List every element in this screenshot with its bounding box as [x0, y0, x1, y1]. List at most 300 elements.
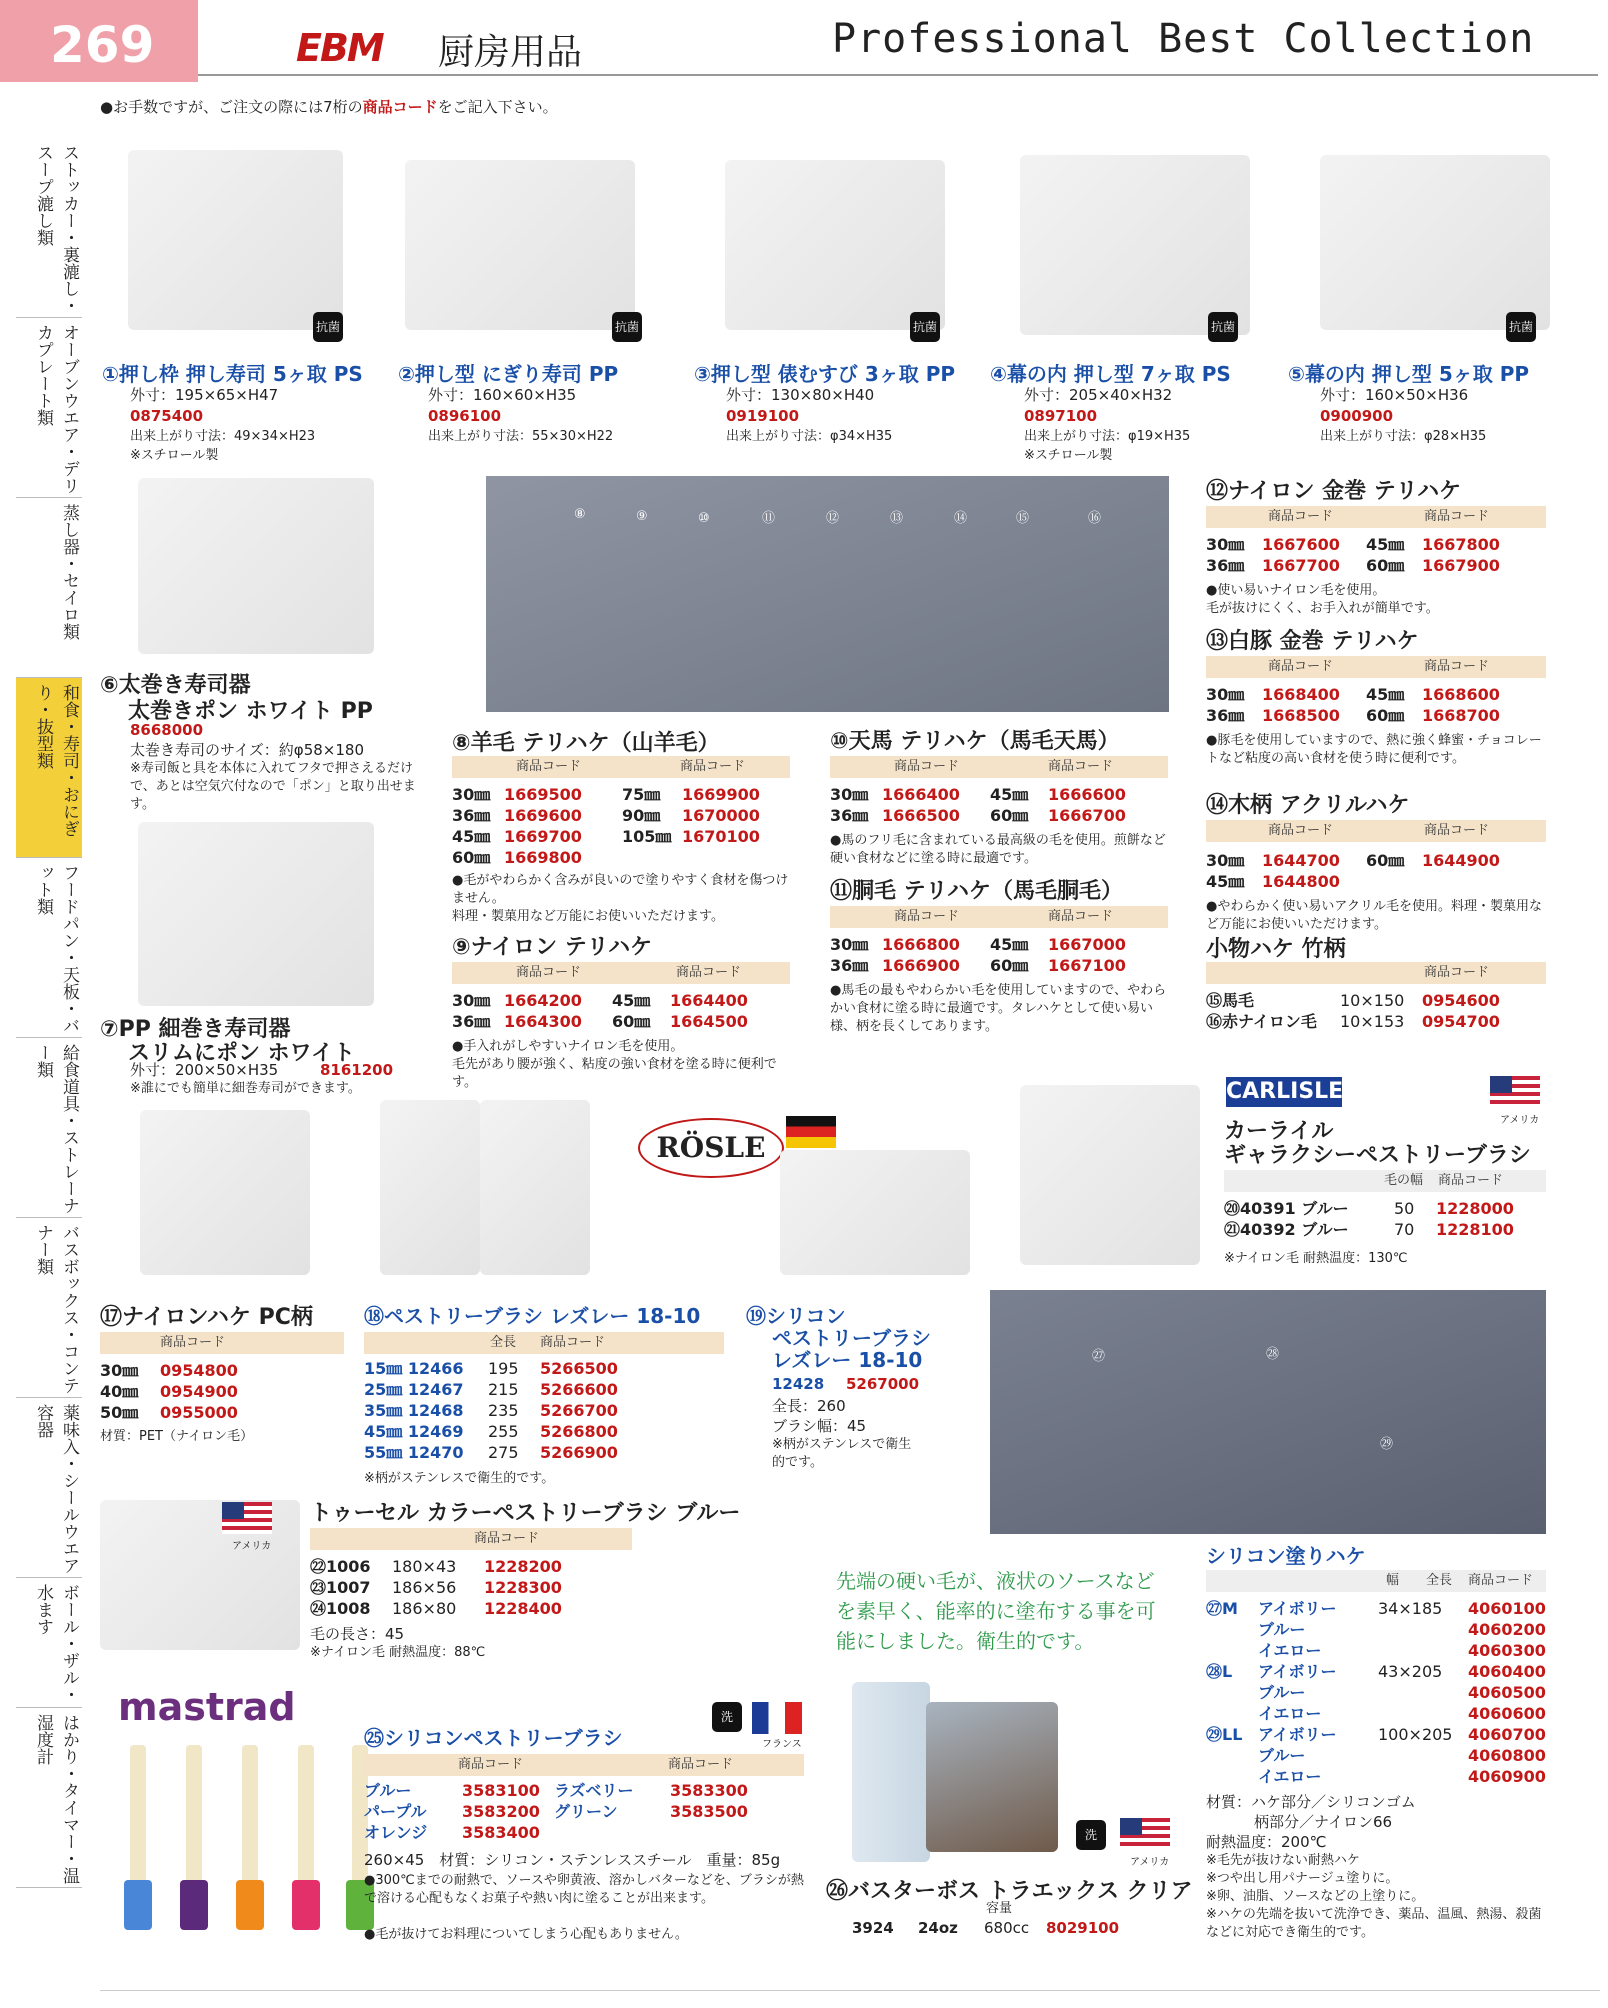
tab-container[interactable]: バスボックス・コンテナー類: [16, 1218, 82, 1398]
cell: 3583400: [462, 1823, 540, 1842]
cell: 4060800: [1468, 1746, 1546, 1765]
col-code: 商品コード: [1048, 759, 1114, 774]
material-head: 材質：ハケ部分／シリコンゴム: [1206, 1793, 1416, 1811]
product-note: ※寿司飯と具を本体に入れてフタで押さえるだけで、あとは空気穴付なので「ポン」と取り出せます。: [130, 761, 416, 812]
product-size: 外寸：200×50×H35: [130, 1061, 279, 1079]
brush-label: ⑨: [636, 509, 648, 524]
brush-label: ㉗: [1092, 1349, 1106, 1364]
cell: 1669500: [504, 785, 582, 804]
table-header: [452, 962, 790, 984]
product-size: 外寸：130×80×H40: [726, 386, 875, 404]
product-title: ①押し枠 押し寿司 5ヶ取 PS: [102, 362, 363, 386]
product-title: ㉕シリコンペストリーブラシ: [364, 1726, 623, 1750]
product-code: 8161200: [320, 1061, 394, 1079]
product-title: ⑫ナイロン 金巻 テリハケ: [1206, 479, 1462, 504]
product-title: ⑧羊毛 テリハケ（山羊毛）: [452, 731, 720, 756]
flag-label: アメリカ: [1130, 1857, 1170, 1868]
product-finish: 出来上がり寸法：55×30×H22: [428, 429, 614, 444]
table-row: [1206, 684, 1500, 705]
table-row: [1206, 534, 1500, 555]
product-title: ⑦PP 細巻き寿司器: [100, 1017, 291, 1042]
flag-label: フランス: [762, 1739, 802, 1750]
table-row: [364, 1442, 618, 1463]
product-code: 0900900: [1320, 407, 1394, 425]
product-note: ●手入れがしやすいナイロン毛を使用。 毛先があり腰が強く、粘度の強い食材を塗る時に便利です。: [452, 1039, 777, 1090]
cell: 90㎜: [622, 806, 661, 825]
bristle-length: 毛の長さ：45: [310, 1625, 405, 1643]
bristle-raspberry: [292, 1880, 320, 1930]
heat-resistance: 耐熱温度：200℃: [1206, 1833, 1327, 1851]
p18-table: [364, 1358, 618, 1463]
table-row: [1206, 1661, 1546, 1682]
tab-steamer[interactable]: 蒸し器・セイロ類: [16, 498, 82, 678]
product-code: 5267000: [846, 1375, 920, 1393]
usa-flag-icon: [222, 1502, 272, 1534]
brush-handle: [186, 1745, 202, 1895]
tab-ovenware[interactable]: オーブンウエア・デリカプレート類: [16, 318, 82, 498]
cell: 60㎜: [612, 1012, 651, 1031]
antibacterial-icon: 抗菌: [910, 312, 940, 342]
table-header: [1206, 506, 1546, 528]
brush-label: ㉘: [1266, 1347, 1280, 1362]
cell: 30㎜: [452, 785, 491, 804]
cell: 30㎜: [452, 991, 491, 1010]
cell: 0954600: [1422, 991, 1500, 1010]
tab-scale[interactable]: はかり・タイマー・温湿度計: [16, 1708, 82, 1888]
product-note: ●使い易いナイロン毛を使用。 毛が抜けにくく、お手入れが簡単です。: [1206, 583, 1439, 616]
product-size: 太巻き寿司のサイズ：約φ58×180: [130, 741, 364, 759]
table-row: [452, 826, 760, 847]
product-title: ㉖バスターボス トラエックス クリア: [826, 1879, 1193, 1904]
col-code: 商品コード: [1424, 965, 1490, 980]
cell: 4060200: [1468, 1620, 1546, 1639]
order-notice: [100, 96, 558, 117]
pastry-brush-image: [380, 1100, 480, 1275]
cell: ㉒1006: [310, 1557, 371, 1576]
notice-em: 商品コード: [362, 98, 438, 116]
cell: 3583200: [462, 1802, 540, 1821]
cell: 36㎜: [830, 956, 869, 975]
material-handle: 柄部分／ナイロン66: [1254, 1813, 1393, 1831]
table-row: [364, 1379, 618, 1400]
cell: 1666800: [882, 935, 960, 954]
cell: 1664400: [670, 991, 748, 1010]
cell: オレンジ: [364, 1823, 428, 1842]
cell: 60㎜: [990, 956, 1029, 975]
cell: 50: [1394, 1199, 1415, 1218]
cell: 70: [1394, 1220, 1415, 1239]
table-row: [1206, 1640, 1546, 1661]
cell: 4060900: [1468, 1767, 1546, 1786]
cell: ㉘L: [1206, 1662, 1233, 1681]
product-title: 小物ハケ 竹柄: [1206, 937, 1346, 962]
col-code: 商品コード: [458, 1757, 524, 1772]
col-code: 商品コード: [474, 1531, 540, 1546]
komono-table: [1206, 990, 1500, 1032]
cell: 55㎜ 12470: [364, 1443, 464, 1462]
product-note: ※ナイロン毛 耐熱温度：130℃: [1224, 1251, 1408, 1266]
product-note: ●馬毛の最もやわらかい毛を使用していますので、やわらかい食材に塗る時に最適です。タレハケとして使い易い様、柄を長くしてあります。: [830, 983, 1167, 1034]
cell: 30㎜: [1206, 851, 1245, 870]
cell: 100×205: [1378, 1725, 1453, 1744]
silicone-table: [1206, 1598, 1546, 1787]
product-size: 外寸：205×40×H32: [1024, 386, 1173, 404]
brushes-photo: [486, 476, 1169, 712]
pastry-brush-image: [480, 1100, 590, 1275]
cell: 60㎜: [990, 806, 1029, 825]
bristle-purple: [180, 1880, 208, 1930]
table-row: [1206, 1619, 1546, 1640]
cell: ⑮馬毛: [1206, 991, 1255, 1010]
product-note: ※柄がステンレスで衛生的です。: [364, 1471, 555, 1486]
cell: 45㎜: [1366, 685, 1405, 704]
antibacterial-icon: 抗菌: [1208, 312, 1238, 342]
table-header: [100, 1332, 344, 1354]
cell: 30㎜: [1206, 535, 1245, 554]
cell: 186×80: [392, 1599, 457, 1618]
cell: 36㎜: [1206, 706, 1245, 725]
cell: 1669900: [682, 785, 760, 804]
cell: 1228300: [484, 1578, 562, 1597]
cell: 1667900: [1422, 556, 1500, 575]
cell: 1644900: [1422, 851, 1500, 870]
cell: 105㎜: [622, 827, 672, 846]
brush-label: ⑪: [762, 511, 776, 526]
cell: イエロー: [1258, 1641, 1322, 1660]
table-row: [1206, 1011, 1500, 1032]
brush-label: ⑫: [826, 511, 840, 526]
cell: 1668400: [1262, 685, 1340, 704]
brush-label: ⑬: [890, 511, 904, 526]
table-row: [452, 990, 748, 1011]
carlisle-logo: CARLISLE: [1226, 1077, 1342, 1107]
col-code: 商品コード: [516, 759, 582, 774]
table-row: [310, 1598, 562, 1619]
cell: 255: [488, 1422, 519, 1441]
table-row: [452, 1011, 748, 1032]
product-title: 太巻きポン ホワイト PP: [128, 699, 373, 724]
col-code: 商品コード: [160, 1335, 226, 1350]
cell: 75㎜: [622, 785, 661, 804]
brush-label: ㉙: [1380, 1437, 1394, 1452]
p17-table: [100, 1360, 238, 1423]
product-image-1: [128, 150, 343, 330]
tab-seal[interactable]: 薬味入・シールウエア容器: [16, 1398, 82, 1578]
table-row: [1206, 1682, 1546, 1703]
cell: 3583100: [462, 1781, 540, 1800]
table-row: [1206, 850, 1500, 871]
brush-label: ⑮: [1016, 511, 1030, 526]
cell: 1228100: [1436, 1220, 1514, 1239]
product-title: ⑥太巻き寿司器: [100, 673, 251, 698]
product-title: ペストリーブラシ: [772, 1326, 931, 1350]
product-note: ※卵、油脂、ソースなどの上塗りに。: [1206, 1889, 1425, 1904]
cell: ラズベリー: [554, 1781, 634, 1800]
cell: ⑳40391 ブルー: [1224, 1199, 1349, 1218]
p9-table: [452, 990, 748, 1032]
p14-table: [1206, 850, 1500, 892]
cell: 1669600: [504, 806, 582, 825]
table-row: [364, 1400, 618, 1421]
table-row: [364, 1801, 748, 1822]
cell: 1666500: [882, 806, 960, 825]
table-header: [1206, 1570, 1546, 1592]
product-title: ⑤幕の内 押し型 5ヶ取 PP: [1288, 362, 1530, 386]
cell: ブルー: [1258, 1683, 1306, 1702]
cell: 45㎜: [1366, 535, 1405, 554]
product-title: トゥーセル カラーペストリーブラシ ブルー: [310, 1501, 741, 1526]
table-header: [830, 906, 1168, 928]
product-note: ※つや出し用パナージュ塗りに。: [1206, 1871, 1399, 1886]
cell: 0954700: [1422, 1012, 1500, 1031]
table-row: [1206, 705, 1500, 726]
product-title: ⑨ナイロン テリハケ: [452, 935, 653, 960]
p11-table: [830, 934, 1126, 976]
table-row: [1206, 1598, 1546, 1619]
product-title: レズレー 18-10: [772, 1348, 923, 1372]
cell: 30㎜: [100, 1361, 139, 1380]
cell: 45㎜: [452, 827, 491, 846]
p8-table: [452, 784, 760, 868]
col-length: 全長: [1426, 1573, 1453, 1588]
brush-handle: [298, 1745, 314, 1895]
germany-flag-icon: [786, 1116, 836, 1148]
cell: 3583500: [670, 1802, 748, 1821]
product-note: ※ナイロン毛 耐熱温度：88℃: [310, 1645, 486, 1660]
table-row: [1206, 1745, 1546, 1766]
cell: 1667600: [1262, 535, 1340, 554]
table-row: [1206, 555, 1500, 576]
product-note: ※ハケの先端を抜いて洗浄でき、薬品、温風、熱湯、殺菌などに対応でき衛生的です。: [1206, 1907, 1542, 1940]
table-row: [830, 805, 1126, 826]
product-title: ⑰ナイロンハケ PC柄: [100, 1305, 313, 1330]
p10-table: [830, 784, 1126, 826]
cell: 30㎜: [830, 785, 869, 804]
cell: 1664300: [504, 1012, 582, 1031]
cell: ㉑40392 ブルー: [1224, 1220, 1349, 1239]
antibacterial-icon: 抗菌: [1506, 312, 1536, 342]
col-code: 商品コード: [540, 1335, 606, 1350]
product-finish: 出来上がり寸法：φ28×H35: [1320, 429, 1487, 444]
silicone-brushes-photo: [990, 1290, 1546, 1534]
col-code: 商品コード: [1468, 1573, 1534, 1588]
france-flag-icon: [752, 1702, 802, 1734]
cell: 30㎜: [830, 935, 869, 954]
table-row: [364, 1358, 618, 1379]
brush-handle: [130, 1745, 146, 1895]
cell: 60㎜: [1366, 556, 1405, 575]
cell: 60㎜: [1366, 706, 1405, 725]
product-length: 全長：260: [772, 1397, 846, 1415]
cell: ブルー: [364, 1781, 412, 1800]
table-row: [1206, 990, 1500, 1011]
product-image-6: [138, 478, 374, 654]
product-title: ⑭木柄 アクリルハケ: [1206, 793, 1410, 818]
brush-label: ⑧: [574, 507, 586, 522]
baster-bottle-image: [852, 1682, 930, 1862]
tab-strainer[interactable]: 給食道具・ストレーナー類: [16, 1038, 82, 1218]
cell: 45㎜: [990, 785, 1029, 804]
product-image-4: [1020, 155, 1250, 335]
usa-flag-icon: [1490, 1076, 1540, 1108]
page-number: 269: [0, 0, 198, 82]
cell: 0954900: [160, 1382, 238, 1401]
col-code: 商品コード: [894, 909, 960, 924]
col-code: 商品コード: [668, 1757, 734, 1772]
cell: 235: [488, 1401, 519, 1420]
table-row: [452, 847, 760, 868]
product-width: ブラシ幅：45: [772, 1417, 867, 1435]
footer-rule: [100, 1990, 1600, 1991]
cell: 40㎜: [100, 1382, 139, 1401]
cell: 1669800: [504, 848, 582, 867]
cell: 4060100: [1468, 1599, 1546, 1618]
p12-table: [1206, 534, 1500, 576]
product-note: ●毛が抜けてお料理についてしまう心配もありません。: [364, 1927, 688, 1942]
cell: 36㎜: [1206, 556, 1245, 575]
collection-title: Professional Best Collection: [832, 16, 1535, 62]
product-image-7: [138, 822, 374, 1006]
cell: 1667800: [1422, 535, 1500, 554]
product-title: ④幕の内 押し型 7ヶ取 PS: [990, 362, 1231, 386]
cell: 25㎜ 12467: [364, 1380, 464, 1399]
washable-icon: 洗: [712, 1702, 742, 1732]
cell: 30㎜: [1206, 685, 1245, 704]
cell: 1666600: [1048, 785, 1126, 804]
cell: 4060400: [1468, 1662, 1546, 1681]
product-title: ②押し型 にぎり寿司 PP: [398, 362, 619, 386]
nylon-brush-image: [140, 1110, 310, 1275]
cell: グリーン: [554, 1802, 618, 1821]
carlisle-brush-image: [1020, 1085, 1200, 1265]
capacity-cc: 680cc: [984, 1919, 1030, 1937]
product-title: ギャラクシーペストリーブラシ: [1224, 1143, 1531, 1168]
cell: 60㎜: [1366, 851, 1405, 870]
cell: 5266500: [540, 1359, 618, 1378]
col-code: 商品コード: [676, 965, 742, 980]
cell: 0955000: [160, 1403, 238, 1422]
product-code: 8029100: [1046, 1919, 1120, 1937]
cell: 1670100: [682, 827, 760, 846]
promo-text: 先端の硬い毛が、液状のソースなどを素早く、能率的に塗布する事を可能にしました。衛生的です。: [836, 1569, 1156, 1653]
cell: 5266800: [540, 1422, 618, 1441]
table-row: [100, 1402, 238, 1423]
table-header: [1206, 656, 1546, 678]
cell: イエロー: [1258, 1704, 1322, 1723]
table-row: [1206, 871, 1500, 892]
cell: 3583300: [670, 1781, 748, 1800]
cell: 1644800: [1262, 872, 1340, 891]
tousel-table: [310, 1556, 562, 1619]
table-row: [100, 1381, 238, 1402]
product-code: 0897100: [1024, 407, 1098, 425]
tab-sushi[interactable]: 和食・寿司・おにぎり・抜型類: [16, 678, 82, 858]
cell: 45㎜: [1206, 872, 1245, 891]
table-row: [452, 805, 760, 826]
table-row: [310, 1556, 562, 1577]
cell: アイボリー: [1258, 1599, 1337, 1618]
cell: ⑯赤ナイロン毛: [1206, 1012, 1317, 1031]
header-rule: [198, 74, 1598, 76]
cell: 0954800: [160, 1361, 238, 1380]
product-title: ⑬白豚 金巻 テリハケ: [1206, 629, 1419, 654]
product-image-2: [405, 160, 635, 330]
col-length: 全長: [490, 1335, 517, 1350]
tab-stocker[interactable]: ストッカー・裏漉し・スープ漉し類: [16, 138, 82, 318]
product-code: 8668000: [130, 721, 204, 739]
product-title: ③押し型 俵むすび 3ヶ取 PP: [694, 362, 956, 386]
product-note: ●毛がやわらかく含みが良いので塗りやすく食材を傷つけません。 料理・製菓用など万能にお使いいただけます。: [452, 873, 789, 924]
brush-handle: [242, 1745, 258, 1895]
product-image-3: [725, 160, 945, 330]
product-note: ※誰にでも簡単に細巻寿司ができます。: [130, 1081, 361, 1096]
brand-logo: EBM: [296, 26, 383, 70]
cell: 5266700: [540, 1401, 618, 1420]
cell: 1668700: [1422, 706, 1500, 725]
cell: 36㎜: [830, 806, 869, 825]
cell: 43×205: [1378, 1662, 1443, 1681]
cell: 275: [488, 1443, 519, 1462]
col-capacity: 容量: [986, 1901, 1013, 1916]
cell: 10×150: [1340, 991, 1405, 1010]
product-title: スリムにポン ホワイト: [128, 1041, 355, 1066]
table-row: [364, 1421, 618, 1442]
cell: 5266900: [540, 1443, 618, 1462]
product-size: 外寸：195×65×H47: [130, 386, 279, 404]
bristle-orange: [236, 1880, 264, 1930]
cell: 60㎜: [452, 848, 491, 867]
cell: 50㎜: [100, 1403, 139, 1422]
col-code: 商品コード: [1424, 509, 1490, 524]
col-code: 商品コード: [1438, 1173, 1504, 1188]
cell: ㉔1008: [310, 1599, 371, 1618]
tab-bowl[interactable]: ボール・ザル・水ます: [16, 1578, 82, 1708]
cell: ブルー: [1258, 1620, 1306, 1639]
brush-label: ⑯: [1088, 511, 1102, 526]
mastrad-logo: mastrad: [118, 1685, 296, 1729]
col-code: 商品コード: [1424, 659, 1490, 674]
col-code: 商品コード: [1424, 823, 1490, 838]
table-row: [364, 1780, 748, 1801]
p25-table: [364, 1780, 748, 1843]
cell: 4060300: [1468, 1641, 1546, 1660]
cell: 36㎜: [452, 806, 491, 825]
table-header: [830, 756, 1168, 778]
table-row: [364, 1822, 748, 1843]
antibacterial-icon: 抗菌: [612, 312, 642, 342]
product-finish: 出来上がり寸法：49×34×H23: [130, 429, 316, 444]
cell: 1670000: [682, 806, 760, 825]
cell: 1644700: [1262, 851, 1340, 870]
cell: 1228400: [484, 1599, 562, 1618]
notice-pre: ●お手数ですが、ご注文の際には7桁の: [100, 98, 363, 116]
usa-flag-icon: [1120, 1818, 1170, 1850]
antibacterial-icon: 抗菌: [313, 312, 343, 342]
cell: 1667000: [1048, 935, 1126, 954]
table-header: [1206, 962, 1546, 984]
product-title: ⑩天馬 テリハケ（馬毛天馬）: [830, 729, 1120, 754]
baster-use-image: [926, 1702, 1058, 1852]
product-title: シリコン塗りハケ: [1206, 1544, 1366, 1568]
table-row: [1206, 1766, 1546, 1787]
cell: 35㎜ 12468: [364, 1401, 464, 1420]
product-code: 0875400: [130, 407, 204, 425]
col-width: 毛の幅: [1384, 1173, 1424, 1188]
tab-foodpan[interactable]: フードパン・天板・バット類: [16, 858, 82, 1038]
table-header: [1224, 1170, 1546, 1192]
silicone-brush-image: [780, 1150, 970, 1275]
product-note: ※スチロール製: [1024, 448, 1113, 463]
